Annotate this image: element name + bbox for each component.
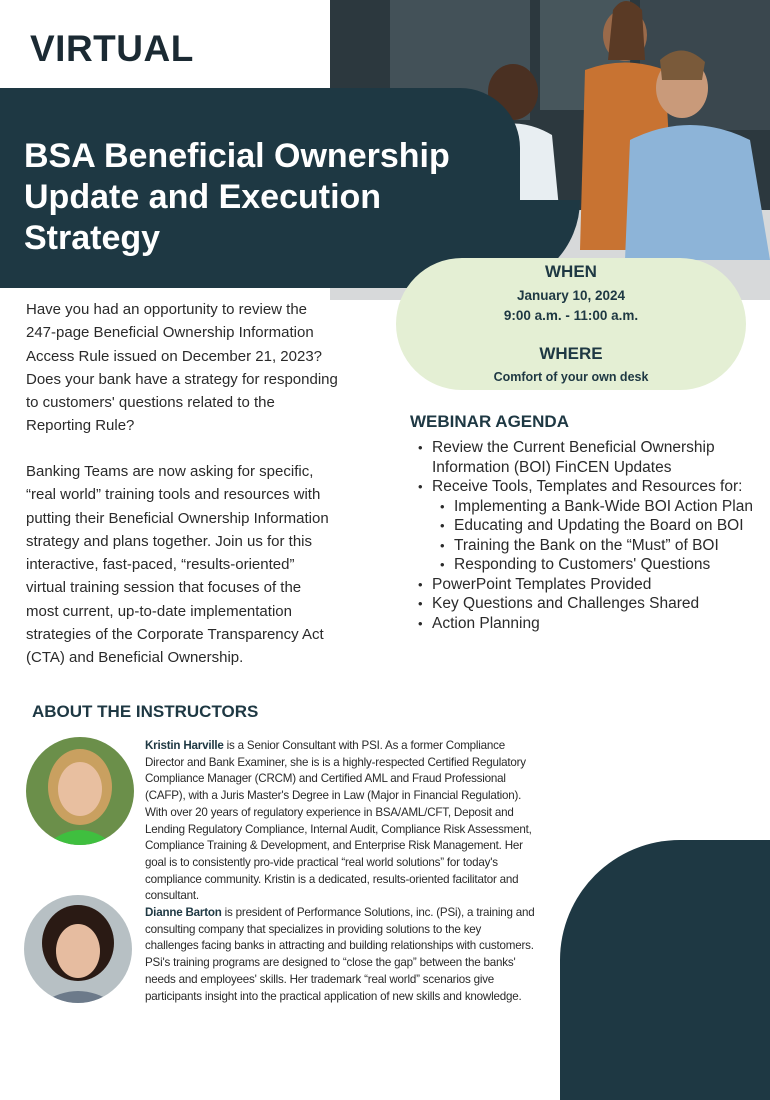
instructors-title: ABOUT THE INSTRUCTORS xyxy=(32,702,259,721)
intro-paragraph-1: Have you had an opportunity to review the 247-page Beneficial Ownership Information Access Rule issued on December 21, 2023? Does your bank have a strategy for responding to customers' questions related to the Reporting Rule? xyxy=(26,301,338,435)
avatar-kristin xyxy=(26,737,134,845)
agenda-subitem: • Implementing a Bank-Wide BOI Action Plan xyxy=(440,497,763,517)
agenda-subitem: • Training the Bank on the “Must” of BOI xyxy=(440,536,763,556)
agenda-subitem: • Educating and Updating the Board on BOI xyxy=(440,516,763,536)
agenda-subitem: • Responding to Customers' Questions xyxy=(440,555,763,575)
page-title xyxy=(24,136,504,259)
when-label: WHEN xyxy=(545,262,597,281)
agenda-item: • Review the Current Beneficial Ownership Information (BOI) FinCEN Updates xyxy=(418,438,763,477)
instructor-name: Dianne Barton xyxy=(145,906,222,919)
intro-paragraph-2: Banking Teams are now asking for specific, “real world” training tools and resources with putting their Beneficial Ownership Information strategy and plans together. Join us for this interactive, fast-paced, “results-oriented” virtual training session that focuses of the most current, up-to-date implementation strategies of the Corporate Transparency Act (CTA) and Beneficial Ownership. xyxy=(26,463,329,667)
event-location: Comfort of your own desk xyxy=(493,370,649,384)
title-line-3: Strategy xyxy=(24,219,161,257)
agenda-item: • Key Questions and Challenges Shared xyxy=(418,594,763,614)
agenda-item: • Action Planning xyxy=(418,614,763,634)
decorative-shape xyxy=(560,840,770,1100)
agenda-title: WEBINAR AGENDA xyxy=(410,412,569,431)
event-date: January 10, 2024 xyxy=(516,288,626,303)
agenda-item: • PowerPoint Templates Provided xyxy=(418,575,763,595)
title-line-1: BSA Beneficial Ownership xyxy=(24,137,450,175)
instructor-name: Kristin Harville xyxy=(145,739,224,752)
virtual-label: VIRTUAL xyxy=(30,28,194,69)
bio-kristin: Kristin Harville is a Senior Consultant with PSI. As a former Compliance Director and Bank Examiner, she is is a highly-respected Certified Regulatory Compliance Manager (CRCM) and Certified AML and Fraud Professional (CAFP), with a Juris Master's Degree in Law (Major in Financial Regulation). With over 20 years of regulatory experience in BSA/AML/CFT, Deposit and Lending Regulatory Compliance, Internal Audit, Compliance Risk Assessment, Compliance Training & Development, and Enterprise Risk Management. Her goal is to consistently pro-vide practical “real world solutions” for today's compliance community. Kristin is a dedicated, results-oriented facilitator and consultant. xyxy=(145,739,532,903)
title-line-2: Update and Execution xyxy=(24,178,382,216)
avatar-dianne xyxy=(24,895,132,1003)
bio-dianne: Dianne Barton is president of Performance Solutions, inc. (PSi), a training and consulting company that specializes in providing solutions to the key challenges facing banks in attracting and building relationships with customers. PSi's training programs are designed to “close the gap” between the banks' needs and employees' skills. Her trademark “real world” scenarios give participants insight into the practical application of new skills and knowledge. xyxy=(145,906,535,1003)
event-time: 9:00 a.m. - 11:00 a.m. xyxy=(503,308,639,323)
where-label: WHERE xyxy=(539,344,603,363)
agenda-list xyxy=(418,438,763,633)
agenda-item: • Receive Tools, Templates and Resources for: xyxy=(418,477,763,497)
